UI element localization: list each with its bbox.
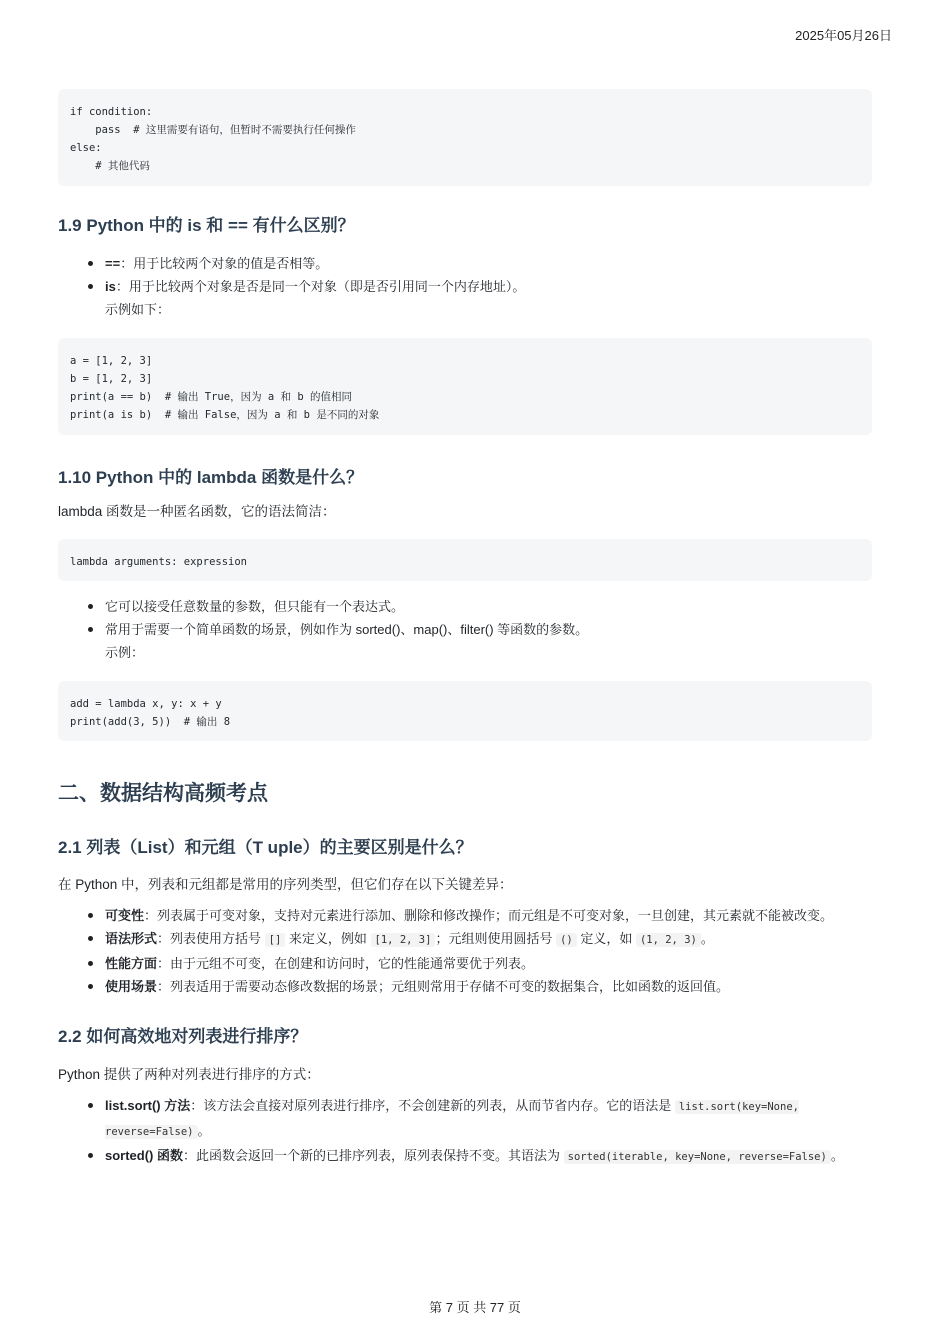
list-item-text: ：用于比较两个对象是否是同一个对象（即是否引用同一个内存地址）。 (115, 279, 526, 294)
list-item-sub: 示例如下： (105, 302, 171, 317)
list-item-text: ：由于元组不可变，在创建和访问时，它的性能通常要优于列表。 (157, 956, 535, 971)
list-item (88, 618, 872, 664)
list-item-text: 。 (830, 1148, 844, 1163)
list-item-text: 它可以接受任意数量的参数，但只能有一个表达式。 (105, 599, 405, 614)
list-item-term: is (105, 279, 116, 294)
list-item-text: ：列表属于可变对象，支持对元素进行添加、删除和修改操作；而元组是不可变对象，一旦创建，其元素就不能被改变。 (144, 908, 834, 923)
code-block-lambda-syntax: lambda arguments: expression (58, 539, 872, 581)
list-item (88, 952, 872, 975)
section-2-1-intro: 在 Python 中，列表和元组都是常用的序列类型，但它们存在以下关键差异： (58, 877, 513, 892)
list-item-term: sorted() 函数 (105, 1148, 184, 1163)
section-1-9-title: 1.9 Python 中的 is 和 == 有什么区别？ (58, 216, 355, 235)
list-item (88, 927, 872, 952)
list-item-text: 。 (700, 931, 714, 946)
section-1-10-list (58, 595, 872, 664)
list-item-term: list.sort() 方法 (105, 1098, 191, 1113)
inline-code: sorted(iterable, key=None, reverse=False) (564, 1150, 831, 1164)
list-item-text: ：此函数会返回一个新的已排序列表，原列表保持不变。其语法为 (183, 1148, 564, 1163)
list-item-term: 语法形式 (105, 931, 158, 946)
section-2-1-title: 2.1 列表（List）和元组（T uple）的主要区别是什么？ (58, 838, 473, 857)
section-2-2-list (58, 1094, 872, 1169)
list-item-term: == (105, 256, 121, 271)
list-item-text: 常用于需要一个简单函数的场景，例如作为 sorted()、map()、filter() 等函数的参数。 (105, 622, 589, 637)
list-item (88, 904, 872, 927)
list-item-term: 性能方面 (105, 956, 158, 971)
section-2-1-list (58, 904, 872, 998)
list-item-text: 。 (197, 1123, 211, 1138)
list-item (88, 275, 872, 321)
list-item-text: 来定义，例如 (285, 931, 371, 946)
chapter-2-title: 二、数据结构高频考点 (58, 782, 268, 805)
section-1-9-list (58, 252, 872, 321)
inline-code: [1, 2, 3] (371, 933, 436, 947)
section-2-2-title: 2.2 如何高效地对列表进行排序？ (58, 1027, 308, 1046)
list-item (88, 1144, 872, 1169)
list-item-text: ：列表使用方括号 (157, 931, 265, 946)
inline-code: [] (265, 933, 286, 947)
code-block-lambda-example: add = lambda x, y: x + y print(add(3, 5)) # 输出 8 (58, 681, 872, 741)
list-item-term: 可变性 (105, 908, 145, 923)
list-item-text: 定义，如 (576, 931, 636, 946)
list-item-text: ：该方法会直接对原列表进行排序，不会创建新的列表，从而节省内存。它的语法是 (190, 1098, 675, 1113)
code-block-pass: if condition: pass # 这里需要有语句，但暂时不需要执行任何操作 else: # 其他代码 (58, 89, 872, 186)
list-item (88, 252, 872, 275)
list-item (88, 1094, 872, 1144)
inline-code: () (556, 933, 577, 947)
inline-code: (1, 2, 3) (636, 933, 701, 947)
document-body (58, 89, 872, 1169)
list-item-text: ：列表适用于需要动态修改数据的场景；元组则常用于存储不可变的数据集合，比如函数的返回值。 (157, 979, 730, 994)
list-item-text: ；元组则使用圆括号 (435, 931, 557, 946)
header-date: 2025年05月26日 (795, 28, 892, 43)
page-footer: 第 7 页 共 77 页 (429, 1300, 521, 1315)
code-block-is-example: a = [1, 2, 3] b = [1, 2, 3] print(a == b) # 输出 True，因为 a 和 b 的值相同 print(a is b) # 输出 False，因为 a 和 b 是不同的对象 (58, 338, 872, 435)
section-2-2-intro: Python 提供了两种对列表进行排序的方式： (58, 1067, 320, 1082)
list-item-term: 使用场景 (105, 979, 158, 994)
list-item-sub: 示例： (105, 645, 145, 660)
inline-code: list.sort(key=None, reverse=False) (105, 1101, 799, 1138)
list-item-text: ：用于比较两个对象的值是否相等。 (120, 256, 329, 271)
section-1-10-intro: lambda 函数是一种匿名函数，它的语法简洁： (58, 504, 336, 519)
list-item (88, 975, 872, 998)
section-1-10-title: 1.10 Python 中的 lambda 函数是什么？ (58, 468, 364, 487)
list-item (88, 595, 872, 618)
